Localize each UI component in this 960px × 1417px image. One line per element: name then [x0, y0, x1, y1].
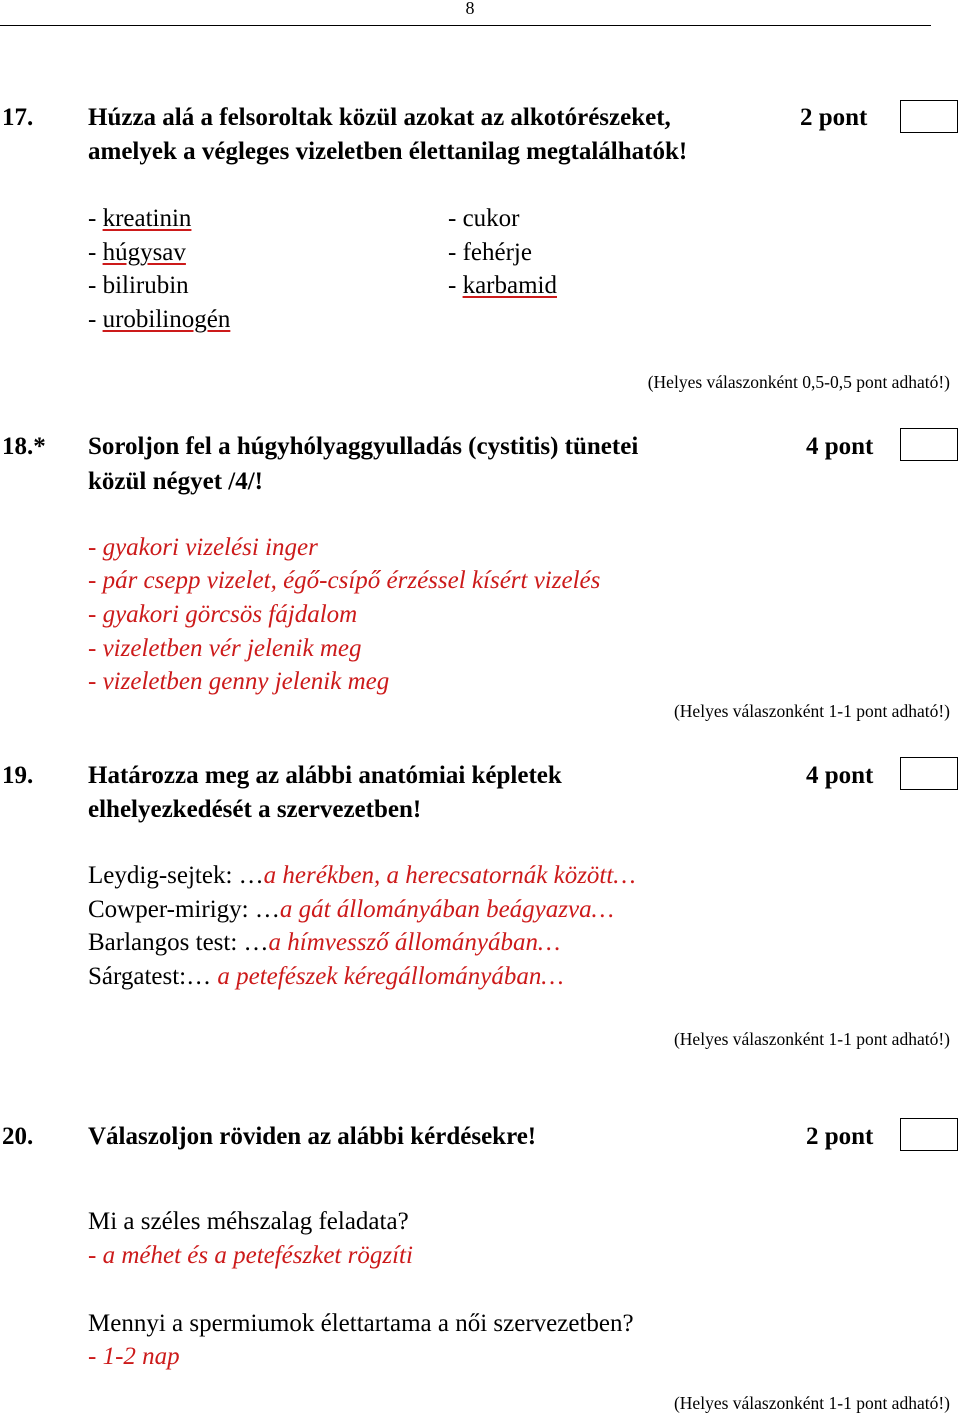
q17-item-hugysav: - húgysav [88, 239, 186, 266]
q19-row-barlangos: Barlangos test: …a hímvessző állományában… [88, 929, 561, 956]
q17-number: 17. [2, 104, 34, 131]
q20-question-1: Mi a széles méhszalag feladata? [88, 1208, 409, 1235]
page-number: 8 [465, 0, 475, 18]
q18-number: 18.* [2, 433, 46, 460]
q18-answer: - pár csepp vizelet, égő-csípő érzéssel kísért vizelés [88, 567, 601, 594]
q17-item-feherje: - fehérje [448, 239, 532, 266]
q20-score-box[interactable] [900, 1118, 958, 1151]
q20-number: 20. [2, 1123, 34, 1150]
q17-item-urobilinogen: - urobilinogén [88, 306, 231, 333]
q17-item-bilirubin: - bilirubin [88, 272, 189, 299]
q19-row-cowper: Cowper-mirigy: …a gát állományában beágyazva… [88, 896, 614, 923]
q17-scoring-note: (Helyes válaszonként 0,5-0,5 pont adható!) [647, 372, 950, 392]
q18-title-line2: közül négyet /4/! [88, 468, 263, 495]
header-rule [0, 25, 931, 26]
q18-score-box[interactable] [900, 428, 958, 461]
q20-points: 2 pont [806, 1123, 874, 1150]
q18-points: 4 pont [806, 433, 874, 460]
q19-row-sargatest: Sárgatest:… a petefészek kéregállományában… [88, 963, 564, 990]
q20-question-2: Mennyi a spermiumok élettartama a női szervezetben? [88, 1310, 634, 1337]
q20-scoring-note: (Helyes válaszonként 1-1 pont adható!) [673, 1393, 950, 1413]
q17-score-box[interactable] [900, 100, 958, 133]
q19-scoring-note: (Helyes válaszonként 1-1 pont adható!) [673, 1029, 950, 1049]
q19-title-line1: Határozza meg az alábbi anatómiai képletek [88, 762, 562, 789]
q18-answer: - vizeletben genny jelenik meg [88, 668, 390, 695]
q20-title: Válaszoljon röviden az alábbi kérdésekre! [88, 1123, 537, 1150]
q20-answer-2: - 1-2 nap [88, 1343, 180, 1370]
q18-answer: - gyakori vizelési inger [88, 534, 318, 561]
q20-answer-1: - a méhet és a petefészket rögzíti [88, 1242, 413, 1269]
q17-item-kreatinin: - kreatinin [88, 205, 192, 232]
q18-answer: - gyakori görcsös fájdalom [88, 601, 358, 628]
q17-title-line2: amelyek a végleges vizeletben élettanilag megtalálhatók! [88, 138, 688, 165]
q17-item-cukor: - cukor [448, 205, 520, 232]
q19-title-line2: elhelyezkedését a szervezetben! [88, 796, 422, 823]
q17-points: 2 pont [800, 104, 868, 131]
q19-points: 4 pont [806, 762, 874, 789]
q19-row-leydig: Leydig-sejtek: …a herékben, a herecsatornák között… [88, 862, 636, 889]
q18-answer: - vizeletben vér jelenik meg [88, 635, 362, 662]
q17-item-karbamid: - karbamid [448, 272, 557, 299]
q18-scoring-note: (Helyes válaszonként 1-1 pont adható!) [673, 701, 950, 721]
q17-title-line1: Húzza alá a felsoroltak közül azokat az alkotórészeket, [88, 104, 671, 131]
q19-number: 19. [2, 762, 34, 789]
q19-score-box[interactable] [900, 757, 958, 790]
q18-title-line1: Soroljon fel a húgyhólyaggyulladás (cystitis) tünetei [88, 433, 639, 460]
